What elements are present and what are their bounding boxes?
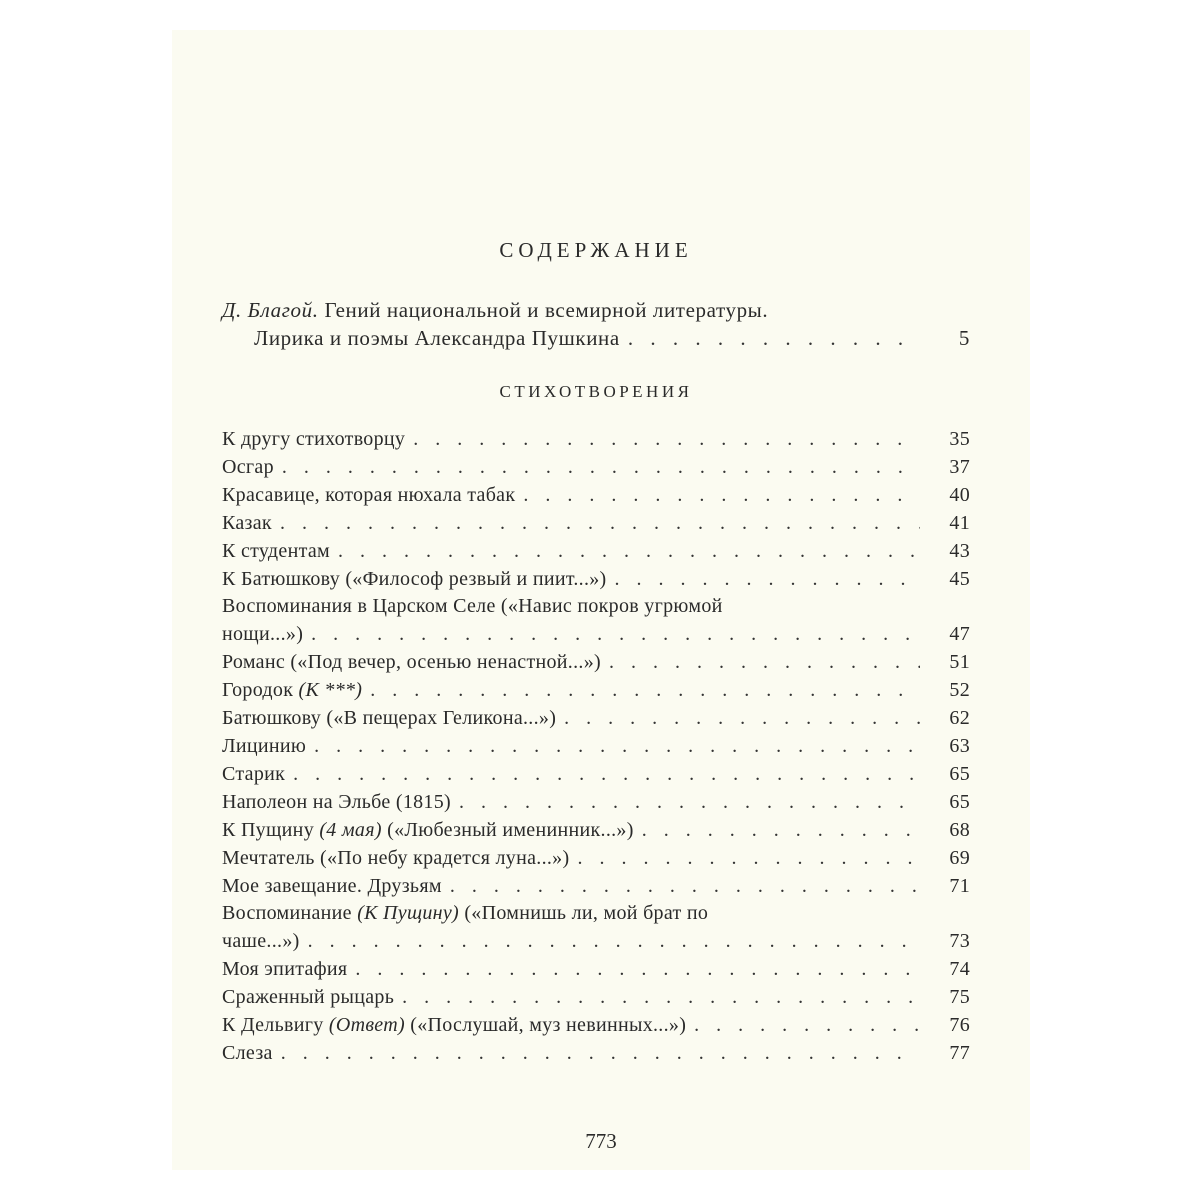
dot-leader: [615, 566, 920, 594]
toc-entry: [222, 454, 970, 482]
toc-entry: [222, 566, 970, 594]
entry-title: [222, 677, 362, 705]
entry-title: [222, 789, 451, 817]
entry-title-text: К Батюшкову («Философ резвый и пиит...»): [222, 567, 607, 590]
entry-title: [222, 956, 347, 984]
toc-entry: [222, 984, 970, 1012]
entry-title-text: К студентам: [222, 539, 331, 562]
entry-page-number: 51: [949, 651, 970, 674]
toc-entry: [222, 426, 970, 454]
preface-author: Д. Благой.: [222, 298, 319, 322]
toc-entry: [222, 1012, 970, 1040]
entry-page-number: 52: [949, 679, 970, 702]
dot-leader: [564, 705, 920, 733]
entry-list: [222, 426, 970, 1068]
entry-title: [222, 566, 607, 594]
entry-title-text: Наполеон на Эльбе (1815): [222, 790, 451, 813]
table-of-contents: [222, 238, 970, 1068]
entry-title-text: Лицинию: [222, 734, 307, 757]
entry-title: [222, 733, 306, 761]
toc-entry: [222, 677, 970, 705]
entry-title-text: Батюшкову («В пещерах Геликона...»): [222, 707, 557, 730]
entry-title-text: Мечтатель («По небу крадется луна...»): [222, 846, 570, 869]
entry-title: [222, 510, 272, 538]
dot-leader: [628, 324, 920, 352]
entry-title-text: Воспоминания в Царском Селе («Навис покров угрюмой: [222, 595, 723, 618]
dot-leader: [459, 789, 920, 817]
entry-title: [222, 984, 394, 1012]
entry-title-text: Красавице, которая нюхала табак: [222, 483, 516, 506]
entry-page-number: 75: [949, 986, 970, 1009]
entry-title-rest: («Помнишь ли, мой брат по: [464, 902, 709, 925]
entry-subtitle: (К ***): [298, 679, 363, 702]
preface-page-number: 5: [958, 326, 970, 350]
entry-title: [222, 1012, 686, 1040]
entry-title: [222, 426, 405, 454]
entry-title-text: Мое завещание. Друзьям: [222, 874, 442, 897]
toc-entry: [222, 482, 970, 510]
entry-page-number: 68: [949, 818, 970, 841]
entry-title: [222, 1040, 273, 1068]
entry-title: [222, 845, 569, 873]
preface-title-line1: Гений национальной и всемирной литературы.: [324, 298, 769, 322]
dot-leader: [577, 845, 920, 873]
entry-title-continuation: нощи...»): [222, 623, 304, 646]
preface-title-line2: Лирика и поэмы Александра Пушкина: [254, 326, 620, 350]
dot-leader: [450, 873, 920, 901]
entry-title: [222, 538, 330, 566]
toc-entry: [222, 705, 970, 733]
entry-title-text: К Пущину: [222, 818, 314, 841]
entry-title-text: Старик: [222, 762, 286, 785]
toc-entry: [222, 817, 970, 845]
entry-page-number: 63: [949, 734, 970, 757]
entry-title-text: Моя эпитафия: [222, 958, 348, 981]
entry-page-number: 65: [949, 762, 970, 785]
toc-entry: [222, 593, 970, 649]
entry-title: [222, 454, 274, 482]
entry-page-number: 77: [949, 1041, 970, 1064]
toc-entry: [222, 733, 970, 761]
dot-leader: [314, 733, 920, 761]
entry-title-text: Городок: [222, 679, 294, 702]
entry-page-number: 47: [949, 623, 970, 646]
entry-title: [222, 482, 515, 510]
section-heading: СТИХОТВОРЕНИЯ: [499, 382, 693, 401]
dot-leader: [282, 454, 920, 482]
entry-title: [222, 593, 723, 621]
toc-entry: [222, 538, 970, 566]
preface-entry: [222, 296, 970, 352]
entry-page-number: 35: [949, 428, 970, 450]
entry-subtitle: (К Пущину): [357, 902, 460, 925]
entry-page-number: 45: [949, 567, 970, 590]
entry-title: [222, 649, 601, 677]
entry-title: [222, 761, 285, 789]
dot-leader: [338, 538, 920, 566]
dot-leader: [642, 817, 920, 845]
dot-leader: [370, 677, 920, 705]
entry-page-number: 74: [949, 958, 970, 981]
entry-title-text: Воспоминание: [222, 902, 352, 925]
dot-leader: [308, 928, 920, 956]
dot-leader: [694, 1012, 920, 1040]
toc-entry: [222, 845, 970, 873]
entry-page-number: 62: [949, 707, 970, 730]
toc-entry: [222, 873, 970, 901]
entry-page-number: 73: [949, 930, 970, 953]
entry-title-continuation: чаше...»): [222, 930, 300, 953]
dot-leader: [280, 510, 920, 538]
book-page: [172, 30, 1030, 1170]
entry-title-text: Осгар: [222, 455, 274, 478]
entry-title: [222, 873, 442, 901]
entry-title: [222, 705, 556, 733]
dot-leader: [523, 482, 920, 510]
entry-title-text: Романс («Под вечер, осенью ненастной...»): [222, 651, 601, 674]
entry-title-text: Слеза: [222, 1041, 273, 1064]
entry-title-text: К Дельвигу: [222, 1014, 324, 1037]
entry-title-rest: («Любезный именинник...»): [387, 818, 634, 841]
entry-subtitle: (4 мая): [319, 818, 382, 841]
entry-title-text: Сраженный рыцарь: [222, 986, 395, 1009]
dot-leader: [413, 426, 920, 454]
dot-leader: [281, 1040, 920, 1068]
entry-page-number: 65: [949, 790, 970, 813]
entry-page-number: 43: [949, 539, 970, 562]
dot-leader: [293, 761, 920, 789]
entry-page-number: 41: [949, 511, 970, 534]
entry-title-rest: («Послушай, муз невинных...»): [410, 1014, 687, 1037]
entry-page-number: 71: [949, 874, 970, 897]
dot-leader: [311, 621, 920, 649]
entry-title-text: К другу стихотворцу: [222, 428, 406, 450]
toc-entry: [222, 956, 970, 984]
toc-entry: [222, 761, 970, 789]
toc-entry: [222, 789, 970, 817]
dot-leader: [355, 956, 920, 984]
toc-entry: [222, 1040, 970, 1068]
page-title: СОДЕРЖАНИЕ: [499, 238, 693, 262]
toc-entry: [222, 900, 970, 956]
entry-subtitle: (Ответ): [328, 1014, 405, 1037]
toc-entry: [222, 510, 970, 538]
entry-title: [222, 900, 708, 928]
dot-leader: [402, 984, 920, 1012]
entry-title: [222, 817, 634, 845]
entry-title-text: Казак: [222, 511, 272, 534]
page-number-footer: 773: [585, 1129, 617, 1153]
toc-entry: [222, 649, 970, 677]
entry-page-number: 37: [949, 455, 970, 478]
entry-page-number: 40: [949, 483, 970, 506]
entry-page-number: 69: [949, 846, 970, 869]
dot-leader: [609, 649, 920, 677]
entry-page-number: 76: [949, 1014, 970, 1037]
